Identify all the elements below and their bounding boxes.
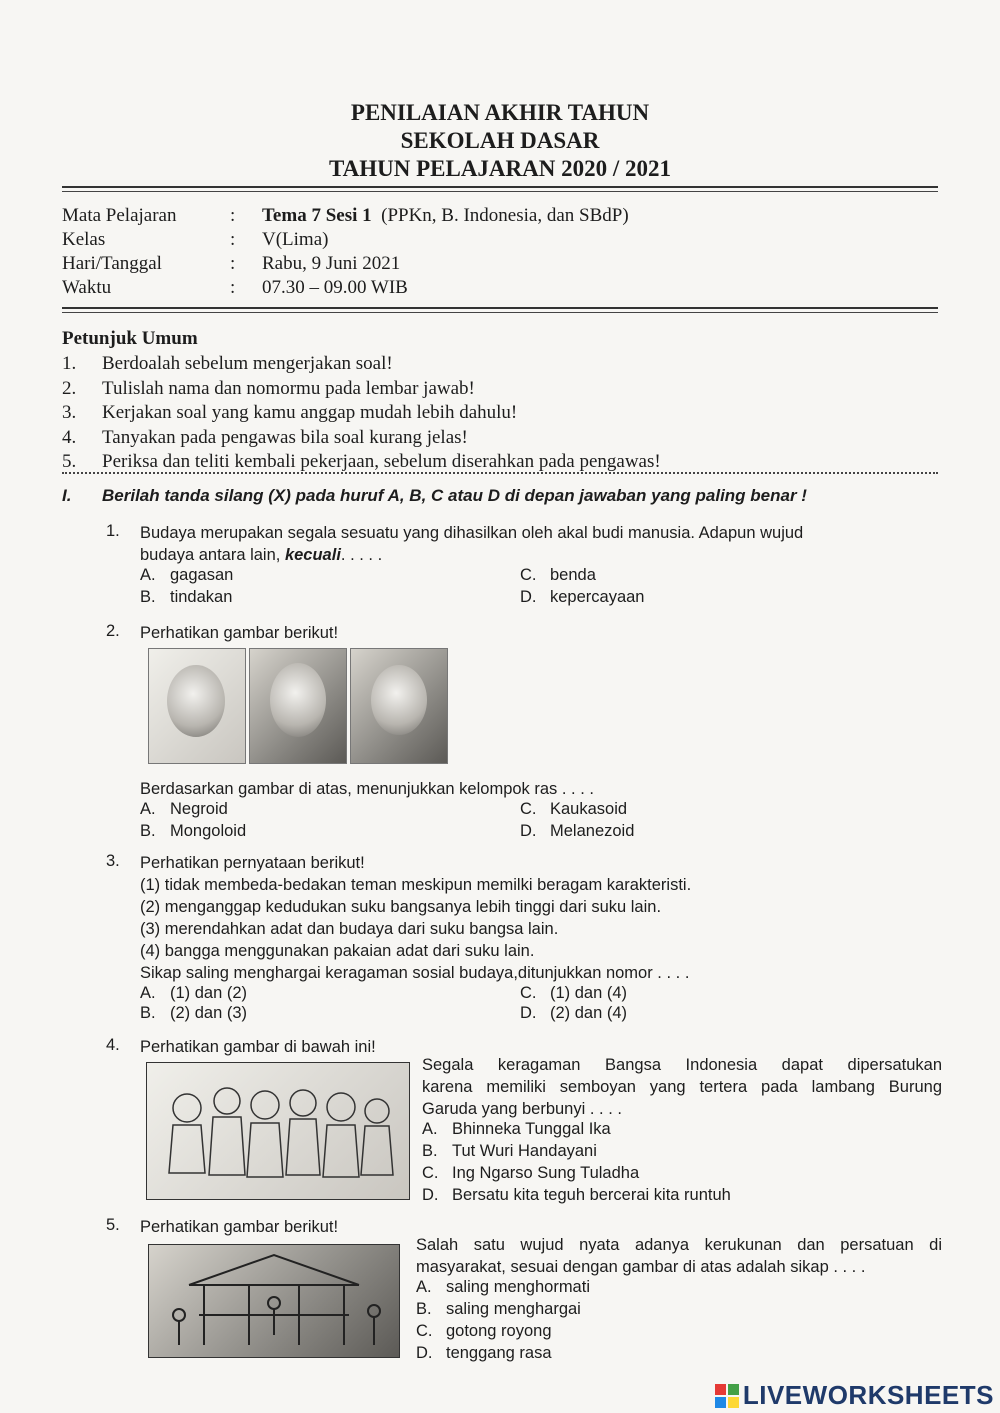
- option-letter: C.: [520, 800, 537, 818]
- liveworksheets-logo: [715, 1380, 994, 1411]
- q4-desc-line3: Garuda yang berbunyi . . . .: [422, 1100, 622, 1118]
- list-item-text: Tulislah nama dan nomormu pada lembar jawab!: [102, 377, 475, 399]
- option-letter: D.: [422, 1186, 439, 1204]
- option-letter: B.: [416, 1300, 432, 1318]
- q2-option-a[interactable]: [140, 800, 228, 819]
- section-instruction: Berilah tanda silang (X) pada huruf A, B, C atau D di depan jawaban yang paling benar !: [102, 486, 807, 505]
- q5-text: Perhatikan gambar berikut!: [140, 1218, 339, 1236]
- q2-text: Perhatikan gambar berikut!: [140, 624, 339, 642]
- info-value-date: Rabu, 9 Juni 2021: [262, 253, 401, 274]
- header-rule-top: [62, 186, 938, 188]
- option-text: saling menghormati: [446, 1278, 590, 1296]
- q2-face-photos: [148, 648, 448, 764]
- q1-option-a[interactable]: [140, 566, 233, 585]
- list-item: [62, 352, 661, 377]
- option-letter: D.: [520, 1004, 537, 1022]
- option-letter: A.: [416, 1278, 432, 1296]
- q3-option-a[interactable]: [140, 984, 247, 1003]
- option-text: Negroid: [170, 800, 228, 818]
- list-item-number: 1.: [62, 353, 77, 374]
- list-item: [62, 401, 661, 426]
- list-item-text: Kerjakan soal yang kamu anggap mudah lebih dahulu!: [102, 402, 518, 423]
- q3-question: Sikap saling menghargai keragaman sosial budaya,ditunjukkan nomor . . . .: [140, 964, 690, 982]
- info-colon: :: [230, 277, 236, 298]
- header-rule-top-thin: [62, 191, 938, 192]
- q2-option-d[interactable]: [520, 822, 634, 841]
- photo-face-1: [148, 648, 246, 764]
- option-text: (1) dan (2): [170, 984, 248, 1002]
- info-value-subject: [262, 205, 629, 227]
- photo-face-3: [350, 648, 448, 764]
- section-heading: [62, 486, 807, 506]
- option-text: Melanezoid: [550, 822, 635, 840]
- q3-option-b[interactable]: [140, 1004, 247, 1023]
- option-letter: D.: [520, 822, 537, 840]
- option-text: kepercayaan: [550, 588, 645, 606]
- q5-option-a[interactable]: [416, 1278, 590, 1297]
- q1-option-b[interactable]: [140, 588, 232, 607]
- option-letter: C.: [520, 566, 537, 584]
- q5-option-d[interactable]: [416, 1344, 552, 1363]
- option-letter: D.: [416, 1344, 433, 1362]
- q3-statement-1: (1) tidak membeda-bedakan teman meskipun memilki beragam karakteristi.: [140, 876, 692, 894]
- list-item-text: Tanyakan pada pengawas bila soal kurang jelas!: [102, 426, 468, 448]
- section-divider: [62, 472, 938, 474]
- list-item-text: Berdoalah sebelum mengerjakan soal!: [102, 353, 393, 374]
- children-illustration: [147, 1063, 409, 1199]
- option-text: gotong royong: [446, 1322, 552, 1340]
- q5-option-b[interactable]: [416, 1300, 581, 1319]
- q4-option-d[interactable]: [422, 1186, 731, 1205]
- q1-text-post: . . . . .: [340, 546, 383, 564]
- option-letter: B.: [422, 1142, 438, 1160]
- q2-option-c[interactable]: [520, 800, 627, 819]
- list-item-number: 3.: [62, 402, 77, 423]
- list-item: [62, 426, 661, 451]
- q1-number: 1.: [106, 522, 120, 540]
- list-item-text: Periksa dan teliti kembali pekerjaan, sebelum diserahkan pada pengawas!: [102, 451, 661, 472]
- liveworksheets-logo-text: LIVEWORKSHEETS: [742, 1380, 994, 1410]
- info-colon: :: [230, 229, 236, 250]
- option-text: Bersatu kita teguh bercerai kita runtuh: [452, 1186, 731, 1204]
- info-subject-detail: (PPKn, B. Indonesia, dan SBdP): [381, 205, 629, 226]
- option-text: (1) dan (4): [550, 984, 628, 1002]
- header-title-1: PENILAIAN AKHIR TAHUN: [350, 100, 650, 125]
- q4-illustration-children: [146, 1062, 410, 1200]
- option-text: (2) dan (4): [550, 1004, 628, 1022]
- option-text: Tut Wuri Handayani: [452, 1142, 597, 1160]
- option-letter: A.: [422, 1120, 438, 1138]
- house-building-illustration: [149, 1245, 399, 1357]
- option-letter: A.: [140, 984, 156, 1002]
- option-letter: C.: [520, 984, 537, 1002]
- list-item: [62, 450, 661, 475]
- instructions-list: [62, 352, 661, 475]
- q4-desc-line1: Segala keragaman Bangsa Indonesia dapat dipersatukan: [422, 1056, 942, 1074]
- q3-option-d[interactable]: [520, 1004, 627, 1023]
- info-label-time: Waktu: [62, 277, 112, 298]
- info-label-date: Hari/Tanggal: [62, 253, 162, 274]
- option-text: Kaukasoid: [550, 800, 628, 818]
- option-text: saling menghargai: [446, 1300, 581, 1318]
- option-letter: C.: [422, 1164, 439, 1182]
- list-item: [62, 377, 661, 402]
- q1-text-pre: budaya antara lain,: [140, 546, 285, 564]
- option-letter: B.: [140, 1004, 156, 1022]
- option-text: Ing Ngarso Sung Tuladha: [452, 1164, 640, 1182]
- instructions-title: Petunjuk Umum: [62, 328, 198, 349]
- option-text: Mongoloid: [170, 822, 247, 840]
- option-text: gagasan: [170, 566, 234, 584]
- info-value-class: V(Lima): [262, 229, 329, 250]
- option-letter: A.: [140, 800, 156, 818]
- list-item-number: 4.: [62, 426, 77, 448]
- q4-option-a[interactable]: [422, 1120, 611, 1139]
- info-value-time: 07.30 – 09.00 WIB: [262, 277, 408, 298]
- q4-text: Perhatikan gambar di bawah ini!: [140, 1038, 376, 1056]
- info-colon: :: [230, 205, 236, 226]
- header-title-2: SEKOLAH DASAR: [400, 128, 600, 153]
- q1-text-line2: [140, 544, 382, 566]
- option-letter: C.: [416, 1322, 433, 1340]
- info-colon: :: [230, 253, 236, 274]
- q3-number: 3.: [106, 852, 120, 870]
- q3-statement-4: (4) bangga menggunakan pakaian adat dari suku lain.: [140, 942, 535, 960]
- q4-option-b[interactable]: [422, 1142, 597, 1161]
- q2-option-b[interactable]: [140, 822, 246, 841]
- option-text: tindakan: [170, 588, 233, 606]
- q4-desc-line2: karena memiliki semboyan yang tertera pada lambang Burung: [422, 1078, 942, 1096]
- q5-illustration-gotong-royong: [148, 1244, 400, 1358]
- info-label-class: Kelas: [62, 229, 106, 250]
- q5-desc-line2: masyarakat, sesuai dengan gambar di atas adalah sikap . . . .: [416, 1258, 866, 1276]
- q4-number: 4.: [106, 1036, 120, 1054]
- q2-question: Berdasarkan gambar di atas, menunjukkan kelompok ras . . . .: [140, 780, 594, 798]
- info-rule-bottom-thin: [62, 312, 938, 313]
- info-subject-theme: Tema 7 Sesi 1: [262, 205, 372, 226]
- q1-text-emphasis: kecuali: [284, 546, 341, 564]
- q3-text: Perhatikan pernyataan berikut!: [140, 854, 365, 872]
- option-text: benda: [550, 566, 596, 584]
- list-item-number: 2.: [62, 377, 77, 399]
- q1-option-c[interactable]: [520, 566, 596, 585]
- liveworksheets-logo-icon: [715, 1384, 739, 1408]
- q3-statement-2: (2) menganggap kedudukan suku bangsanya lebih tinggi dari suku lain.: [140, 898, 662, 916]
- option-text: tenggang rasa: [446, 1344, 552, 1362]
- section-number: I.: [62, 486, 72, 505]
- photo-face-2: [249, 648, 347, 764]
- q3-option-c[interactable]: [520, 984, 627, 1003]
- option-text: (2) dan (3): [170, 1004, 248, 1022]
- q1-option-d[interactable]: [520, 588, 644, 607]
- header-title-3: TAHUN PELAJARAN 2020 / 2021: [328, 156, 672, 181]
- option-letter: B.: [140, 822, 156, 840]
- list-item-number: 5.: [62, 451, 77, 472]
- q1-text-line1: Budaya merupakan segala sesuatu yang dihasilkan oleh akal budi manusia. Adapun wujud: [140, 524, 804, 542]
- q5-option-c[interactable]: [416, 1322, 552, 1341]
- q5-number: 5.: [106, 1216, 120, 1234]
- q3-statement-3: (3) merendahkan adat dan budaya dari suku bangsa lain.: [140, 920, 559, 938]
- option-letter: B.: [140, 588, 156, 606]
- option-letter: D.: [520, 588, 537, 606]
- info-label-subject: Mata Pelajaran: [62, 205, 177, 226]
- info-rule-bottom: [62, 307, 938, 309]
- option-text: Bhinneka Tunggal Ika: [452, 1120, 611, 1138]
- option-letter: A.: [140, 566, 156, 584]
- q4-option-c[interactable]: [422, 1164, 639, 1183]
- q5-desc-line1: Salah satu wujud nyata adanya kerukunan dan persatuan di: [416, 1236, 942, 1254]
- q2-number: 2.: [106, 622, 120, 640]
